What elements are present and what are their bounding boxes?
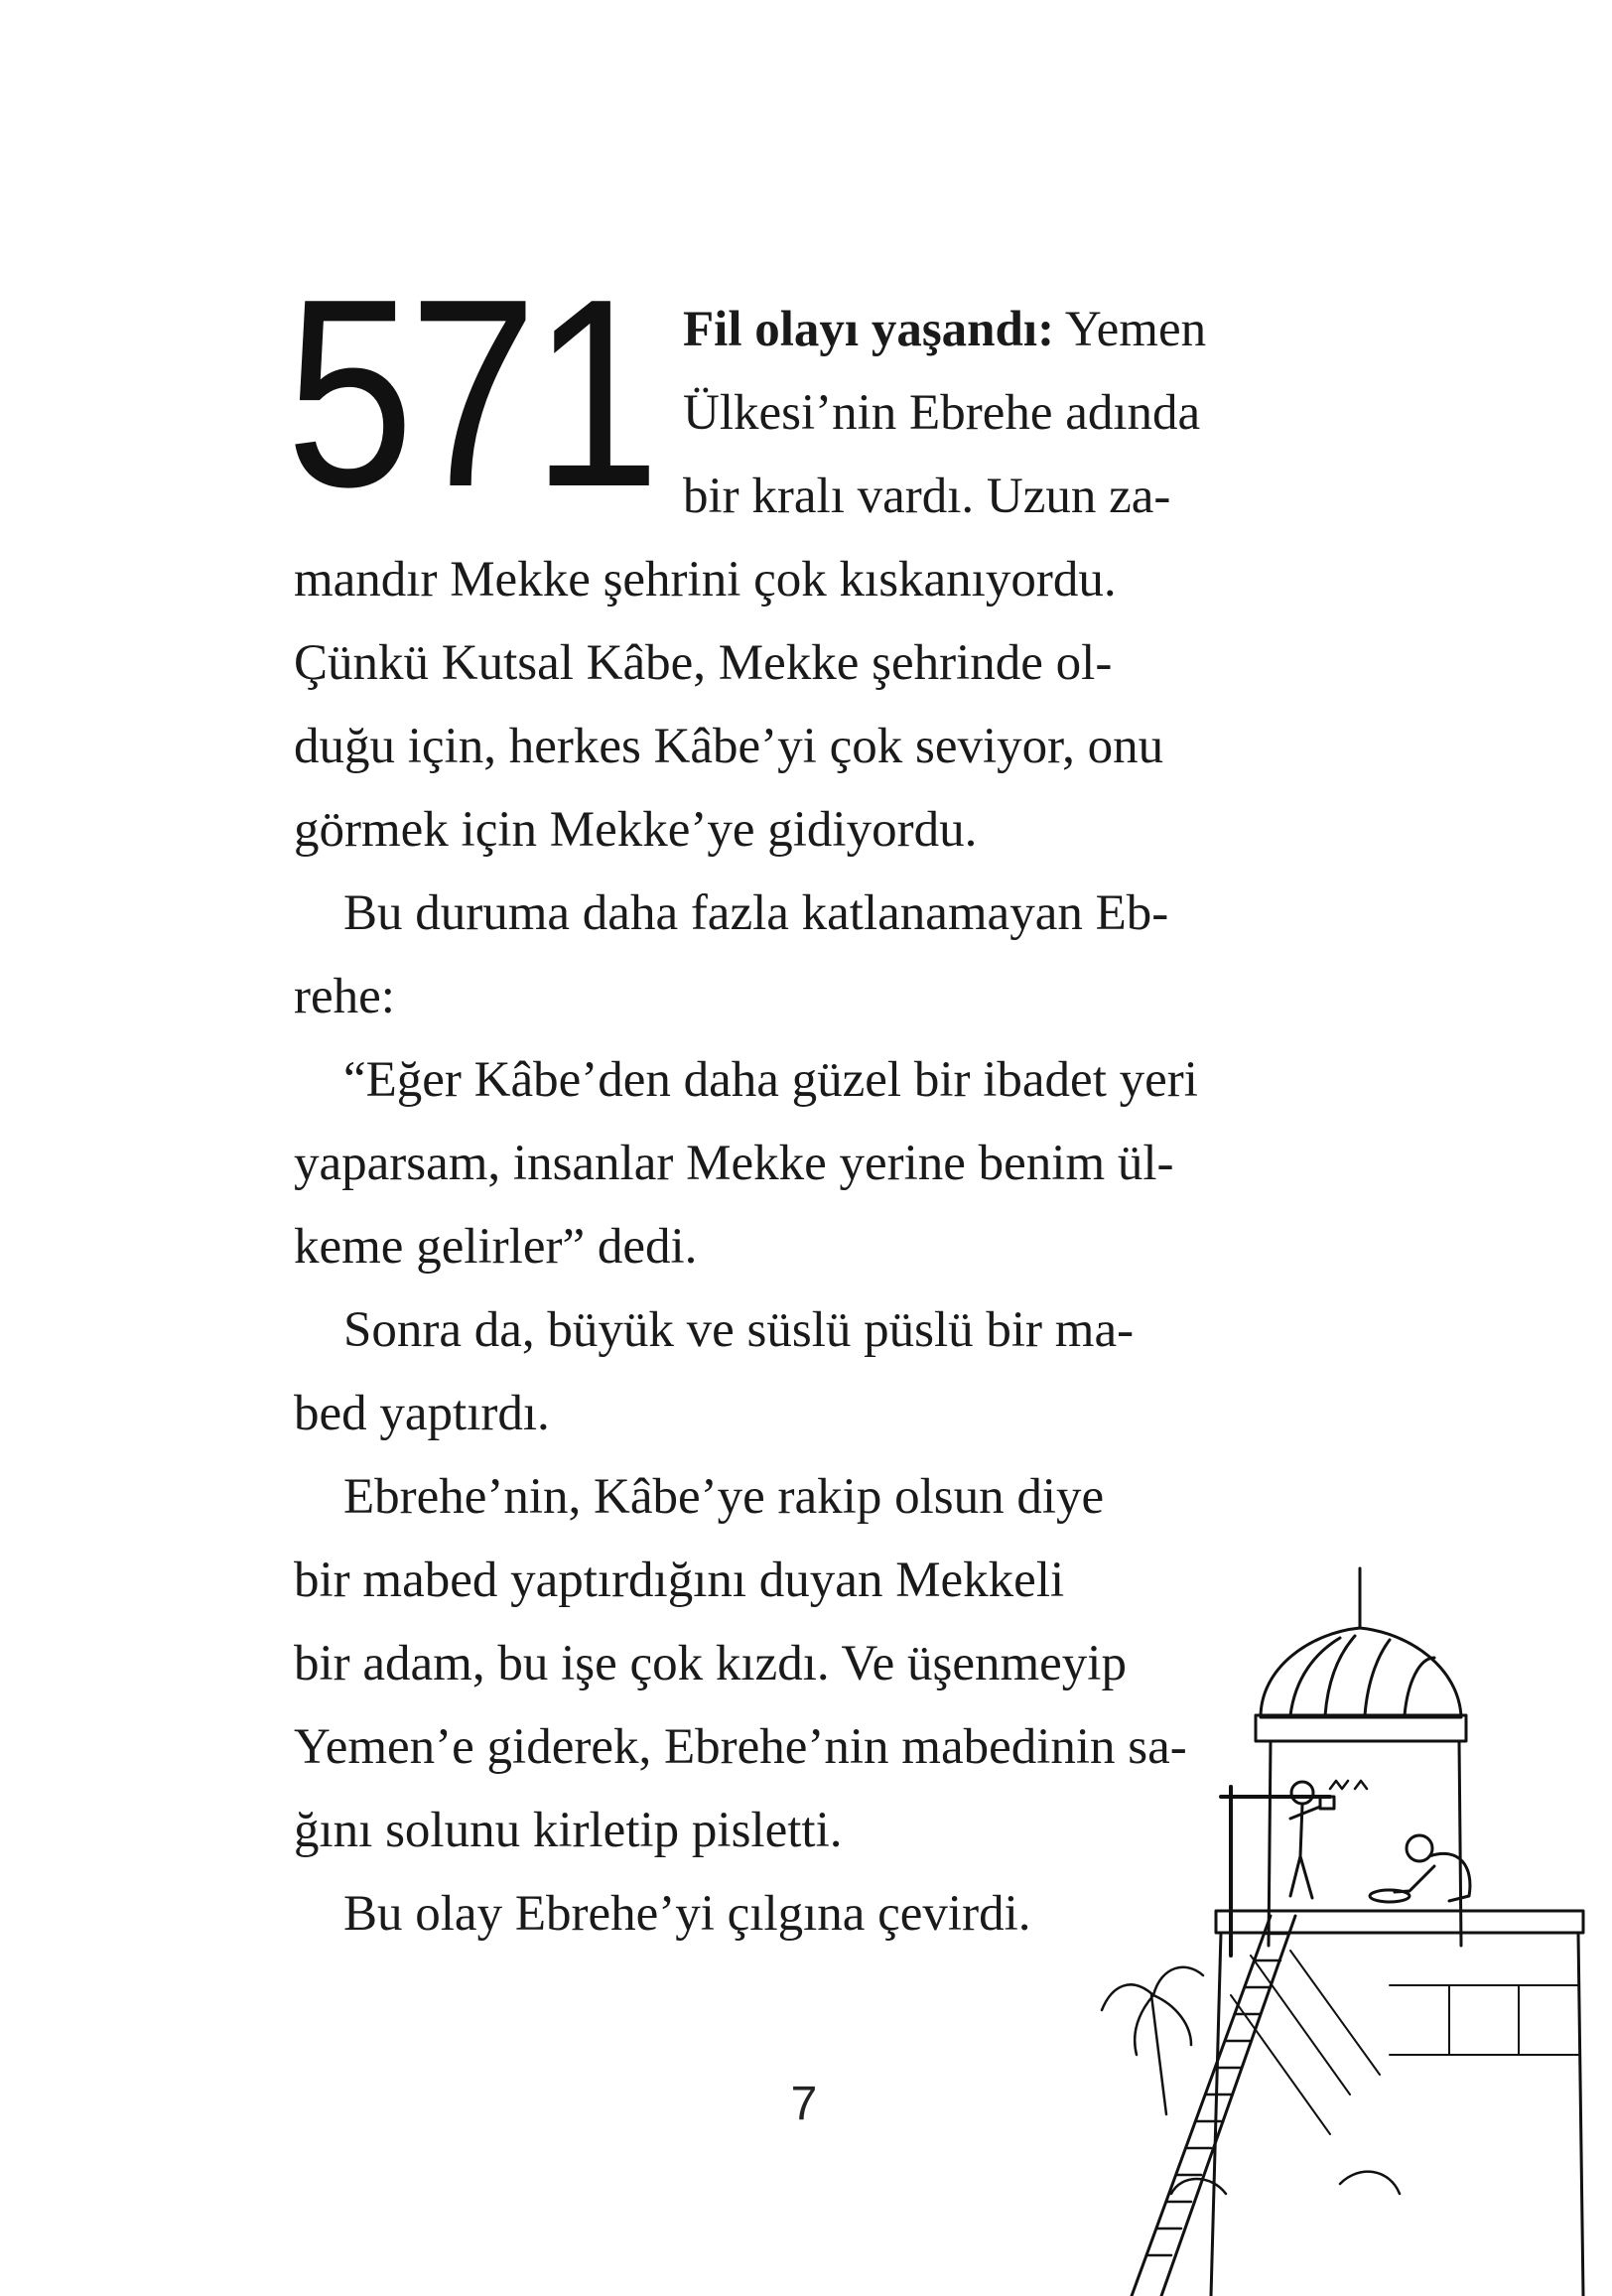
text-line-18: Yemen’e giderek, Ebrehe’nin mabedinin sa-: [294, 1719, 1187, 1775]
text-line-10: “Eğer Kâbe’den daha güzel bir ibadet yeri: [343, 1052, 1198, 1108]
page-number: 7: [790, 2078, 818, 2130]
worker-head: [1291, 1782, 1313, 1804]
text-line-15: Ebrehe’nin, Kâbe’ye rakip olsun diye: [343, 1469, 1105, 1525]
text-line-5: Çünkü Kutsal Kâbe, Mekke şehrinde ol-: [294, 635, 1113, 691]
text-line-1: [683, 288, 1320, 371]
text-line-4: mandır Mekke şehrini çok kıskanıyordu.: [294, 552, 1117, 608]
text-line-13: Sonra da, büyük ve süslü püslü bir ma-: [343, 1302, 1135, 1358]
ladder-rungs: [1146, 1934, 1289, 2255]
intro-rest: Yemen: [1054, 302, 1207, 357]
text-line-7: görmek için Mekke’ye gidiyordu.: [294, 802, 978, 858]
text-line-3-content: bir kralı vardı. Uzun za-: [683, 469, 1171, 524]
dome-rib-3: [1365, 1640, 1390, 1715]
text-line-3: [683, 455, 1320, 538]
first-lines-beside-year: [294, 288, 1320, 538]
palm-trunk: [1151, 1995, 1166, 2114]
text-line-11: yaparsam, insanlar Mekke yerine benim ül-: [294, 1136, 1174, 1191]
brick-lines: [1390, 1985, 1578, 2055]
text-line-14: bed yaptırdı.: [294, 1386, 550, 1441]
text-line-19: ğını solunu kirletip pisletti.: [294, 1803, 843, 1858]
ladder-rail-right: [1161, 1916, 1295, 2296]
text-line-9: rehe:: [294, 969, 395, 1024]
dome-rib-4: [1405, 1658, 1434, 1715]
text-line-2-content: Ülkesi’nin Ebrehe adında: [683, 385, 1201, 441]
dome-band: [1256, 1715, 1466, 1741]
intro-bold: Fil olayı yaşandı:: [683, 302, 1055, 357]
dome-icon: [1261, 1628, 1461, 1717]
text-line-8: Bu duruma daha fazla katlanamayan Eb-: [343, 885, 1169, 941]
text-line-2: [683, 371, 1320, 455]
temple-illustration: [1092, 1558, 1608, 2296]
text-line-17: bir adam, bu işe çok kızdı. Ve üşenmeyip: [294, 1636, 1127, 1691]
text-line-6: duğu için, herkes Kâbe’yi çok seviyor, onu: [294, 719, 1164, 774]
platform: [1216, 1911, 1583, 1933]
text-line-12: keme gelirler” dedi.: [294, 1219, 698, 1275]
wall-scribble: [1330, 1781, 1367, 1789]
washing-bowl: [1370, 1890, 1410, 1902]
wall-hatching: [1231, 1951, 1380, 2134]
dome-rib-2: [1325, 1636, 1355, 1715]
text-line-20: Bu olay Ebrehe’yi çılgına çevirdi.: [343, 1886, 1031, 1942]
standing-worker-icon: [1290, 1805, 1320, 1898]
drop-year: 571: [286, 244, 655, 543]
text-line-16: bir mabed yaptırdığını duyan Mekkeli: [294, 1553, 1065, 1608]
